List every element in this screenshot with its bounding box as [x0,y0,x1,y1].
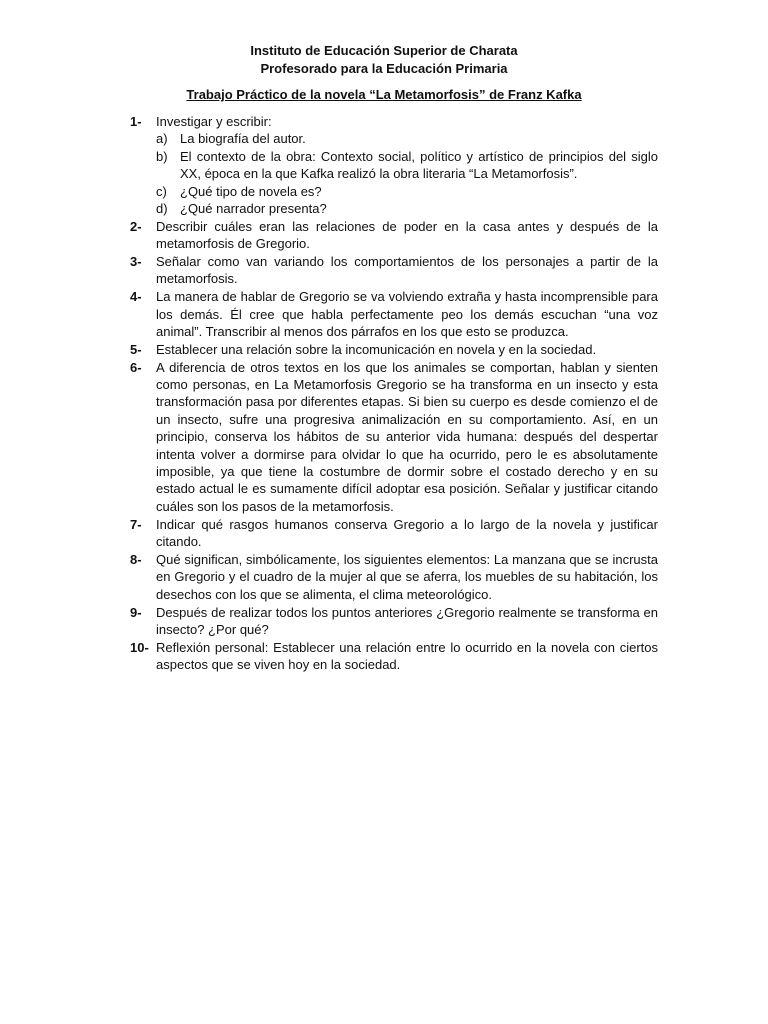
item-text: A diferencia de otros textos en los que los animales se comportan, hablan y sienten como personas, en La Metamorfosis Gregorio se ha transforma en un insecto y esta transformación pasa por diferentes etapas. Si bien su cuerpo es desde comienzo el de un insecto, sufre una progresiva animalización en su comportamiento. Así, en un principio, conserva los hábitos de su anterior vida humana: después del despertar intenta volver a dormirse para olvidar lo que ha ocurrido, pero le es absolutamente imposible, ya que tiene la costumbre de dormir sobre el costado derecho y en su estado actual le es sumamente difícil adoptar esa posición. Señalar y justificar citando cuáles son los pasos de la metamorfosis. [156,359,658,514]
sub-item-letter: d) [156,201,168,217]
sub-item-text: El contexto de la obra: Contexto social, político y artístico de principios del siglo XX, época en la que Kafka realizó la obra literaria “La Metamorfosis”. [180,148,658,182]
item-number: 9- [130,604,142,620]
program-name: Profesorado para la Educación Primaria [260,60,508,76]
sub-item-letter: c) [156,183,167,199]
list-item [130,253,658,288]
sub-item-letter: a) [156,131,168,147]
item-number: 1- [130,114,142,129]
list-item [130,218,658,253]
document-title: Trabajo Práctico de la novela “La Metamorfosis” de Franz Kafka [186,87,582,102]
item-number: 10- [130,639,149,655]
list-item [130,516,658,551]
item-number: 8- [130,551,142,567]
item-text: Describir cuáles eran las relaciones de poder en la casa antes y después de la metamorfosis de Gregorio. [156,218,658,252]
list-item [130,288,658,340]
sub-item [156,148,658,183]
item-text: La manera de hablar de Gregorio se va volviendo extraña y hasta incomprensible para los demás. Él cree que habla perfectamente peo los demás escuchan “una voz animal”. Transcribir al menos dos párrafos en los que esto se produzca. [156,289,658,340]
item-number: 6- [130,359,142,375]
task-list [130,113,658,674]
list-item [130,113,658,217]
item-text: Investigar y escribir: [156,114,272,129]
item-number: 4- [130,289,142,305]
item-number: 5- [130,341,142,357]
item-text: Establecer una relación sobre la incomunicación en novela y en la sociedad. [156,341,597,357]
list-item [130,359,658,516]
sub-item-text: ¿Qué narrador presenta? [180,201,327,217]
sub-item [156,183,658,200]
list-item [130,639,658,674]
institution-name: Instituto de Educación Superior de Charata [250,43,518,58]
sub-item-letter: b) [156,148,168,164]
item-text: Después de realizar todos los puntos anteriores ¿Gregorio realmente se transforma en insecto? ¿Por qué? [156,604,658,637]
sub-item-text: La biografía del autor. [180,131,306,147]
list-item [130,604,658,639]
list-item [130,341,658,358]
item-text: Reflexión personal: Establecer una relación entre lo ocurrido en la novela con ciertos aspectos que se viven hoy en la sociedad. [156,639,658,673]
list-item [130,551,658,603]
document-header [0,42,768,77]
item-text: Qué significan, simbólicamente, los siguientes elementos: La manzana que se incrusta en Gregorio y el cuadro de la mujer al que se aferra, los muebles de su habitación, los desechos con los que se alimenta, el clima meteorológico. [156,551,658,602]
sub-item [156,130,658,147]
sub-item-text: ¿Qué tipo de novela es? [180,183,322,199]
item-number: 2- [130,218,142,234]
item-number: 3- [130,254,142,270]
sub-item [156,200,658,217]
item-text: Indicar qué rasgos humanos conserva Gregorio a lo largo de la novela y justificar citando. [156,516,658,550]
item-number: 7- [130,516,142,532]
item-text: Señalar como van variando los comportamientos de los personajes a partir de la metamorfosis. [156,254,658,287]
